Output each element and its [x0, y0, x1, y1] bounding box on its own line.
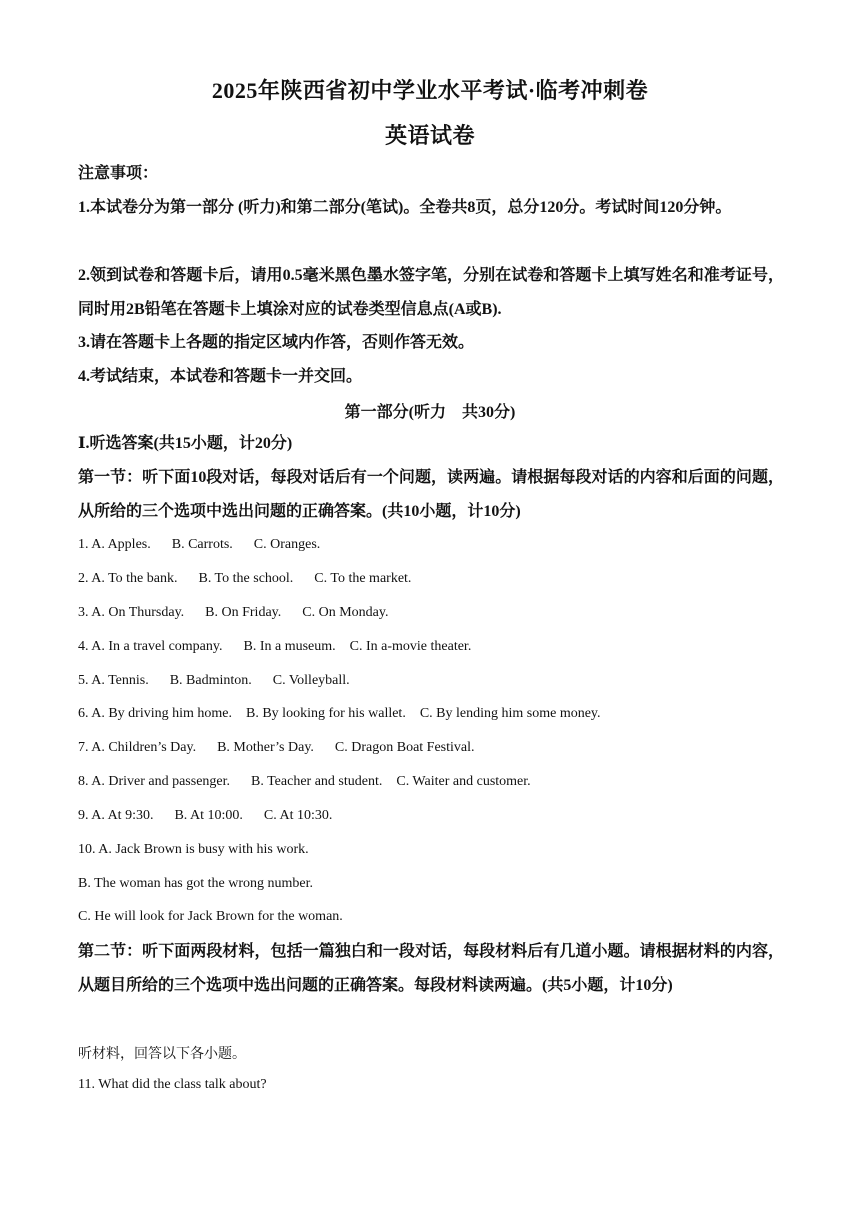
question-7: 7. A. Children’s Day. B. Mother’s Day. C. Dragon Boat Festival. [78, 740, 475, 755]
question-3: 3. A. On Thursday. B. On Friday. C. On Monday. [78, 605, 389, 620]
question-9: 9. A. At 9:30. B. At 10:00. C. At 10:30. [78, 808, 333, 823]
notes-heading: 注意事项： [78, 165, 159, 182]
listen-prompt: 听材料，回答以下各小题。 [78, 1047, 246, 1062]
note-item-2: 2.领到试卷和答题卡后，请用0.5毫米黑色墨水签字笔，分别在试卷和答题卡上填写姓名和准考证号，同时用2B铅笔在答题卡上填涂对应的试卷类型信息点(A或B). [78, 267, 784, 318]
question-11: 11. What did the class talk about? [78, 1077, 267, 1092]
question-5: 5. A. Tennis. B. Badminton. C. Volleyball. [78, 673, 350, 688]
note-item-1: 1.本试卷分为第一部分 (听力)和第二部分(笔试)。全卷共8页，总分120分。考试时间120分钟。 [78, 199, 732, 216]
section2-instruction: 第二节：听下面两段材料，包括一篇独白和一段对话，每段材料后有几道小题。请根据材料的内容，从题目所给的三个选项中选出问题的正确答案。每段材料读两遍。(共5小题，计10分) [78, 943, 784, 994]
question-1: 1. A. Apples. B. Carrots. C. Oranges. [78, 537, 321, 552]
question-10-option-b: B. The woman has got the wrong number. [78, 876, 313, 891]
question-10: 10. A. Jack Brown is busy with his work. [78, 842, 309, 857]
question-4: 4. A. In a travel company. B. In a museum. C. In a-movie theater. [78, 639, 472, 654]
note-item-3: 3.请在答题卡上各题的指定区域内作答，否则作答无效。 [78, 334, 475, 351]
exam-title: 2025年陕西省初中学业水平考试·临考冲刺卷 [211, 78, 649, 103]
question-8: 8. A. Driver and passenger. B. Teacher and student. C. Waiter and customer. [78, 774, 531, 789]
note-item-4: 4.考试结束，本试卷和答题卡一并交回。 [78, 368, 363, 385]
section1-instruction: 第一节：听下面10段对话，每段对话后有一个问题，读两遍。请根据每段对话的内容和后面的问题，从所给的三个选项中选出问题的正确答案。(共10小题，计10分) [78, 469, 784, 520]
question-2: 2. A. To the bank. B. To the school. C. To the market. [78, 571, 412, 586]
section-title: Ⅰ.听选答案(共15小题，计20分) [78, 435, 293, 452]
question-10-option-c: C. He will look for Jack Brown for the woman. [78, 909, 343, 924]
question-6: 6. A. By driving him home. B. By looking for his wallet. C. By lending him some money. [78, 706, 601, 721]
part1-heading: 第一部分(听力 共30分) [344, 404, 516, 421]
exam-subtitle: 英语试卷 [384, 123, 475, 148]
